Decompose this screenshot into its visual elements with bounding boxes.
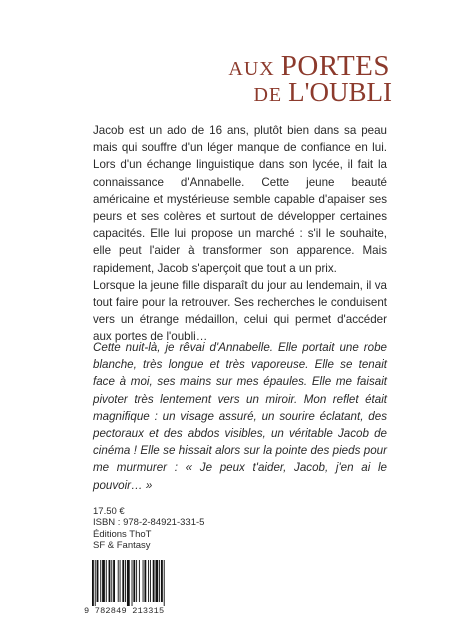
excerpt [93,339,387,494]
barcode-bar [125,560,126,602]
title-word-aux: AUX [228,58,281,80]
barcode-bar [144,560,146,602]
book-title [228,52,390,106]
barcode-bar [92,560,94,606]
synopsis [93,122,387,346]
barcode-bars [90,560,182,606]
barcode-bar [159,560,160,602]
title-word-oubli: L'OUBLI [288,77,392,107]
barcode-bar [136,560,137,602]
barcode-bar [153,560,155,602]
barcode-digits: 9 782849 213315 [84,606,165,616]
barcode [90,560,182,606]
synopsis-paragraph-1: Jacob est un ado de 16 ans, plutôt bien dans sa peau mais qui souffre d'un léger manque de confiance en lui. Lors d'un échange linguistique dans son lycée, il fait la connaissance d'Annabelle. Cette jeune beauté américaine et mystérieuse semble capable d'apaiser ses peurs et ses colères et surtout de développer certaines capacités. Elle lui propose un marché : s'il le souhaite, elle peut l'aider à transformer son apparence. Mais rapidement, Jacob s'aperçoit que tout a un prix. [93,124,387,275]
barcode-bar [127,560,130,606]
barcode-bar [109,560,111,602]
barcode-bar [120,560,121,602]
barcode-bar [122,560,124,602]
title-line-2 [228,79,392,106]
barcode-bar [155,560,158,602]
title-word-de: DE [253,84,289,106]
barcode-bar [150,560,151,602]
barcode-bar [111,560,112,602]
price: 17.50 € [93,506,125,517]
barcode-bar [139,560,140,602]
barcode-bar [161,560,163,602]
barcode-bar [102,560,105,602]
barcode-bar [164,560,165,606]
title-word-portes: PORTES [280,50,390,82]
barcode-bar [133,560,135,602]
excerpt-paragraph: Cette nuit-là, je rêvai d'Annabelle. Elle portait une robe blanche, très longue et très vaporeuse. Elle se tenait face à moi, ses mains sur mes épaules. Elle me faisait pivoter très lentement vers un miroir. Mon reflet était magnifique : un visage assuré, un sourire éclatant, des pectoraux et des abdos visibles, un véritable Jacob de cinéma ! Elle se hissait alors sur la pointe des pieds pour me murmurer : « Je peux t'aider, Jacob, j'en ai le pouvoir… » [93,341,387,492]
book-meta [93,506,204,552]
collection: SF & Fantasy [93,540,151,552]
barcode-bar [113,560,115,602]
barcode-bar [97,560,99,602]
isbn: ISBN : 978-2-84921-331-5 [93,517,205,529]
barcode-bar [106,560,107,602]
publisher: Éditions ThoT [93,528,152,540]
barcode-bar [132,560,133,606]
barcode-bar [118,560,119,602]
barcode-bar [100,560,101,602]
barcode-bar [148,560,149,602]
synopsis-paragraph-2: Lorsque la jeune fille disparaît du jour au lendemain, il va tout faire pour la retrouver. Ses recherches le conduisent vers un étrange médaillon, celui qui permet d'accéder aux portes de l'oubli… [93,278,387,344]
barcode-bar [95,560,96,606]
barcode-bar [143,560,144,602]
